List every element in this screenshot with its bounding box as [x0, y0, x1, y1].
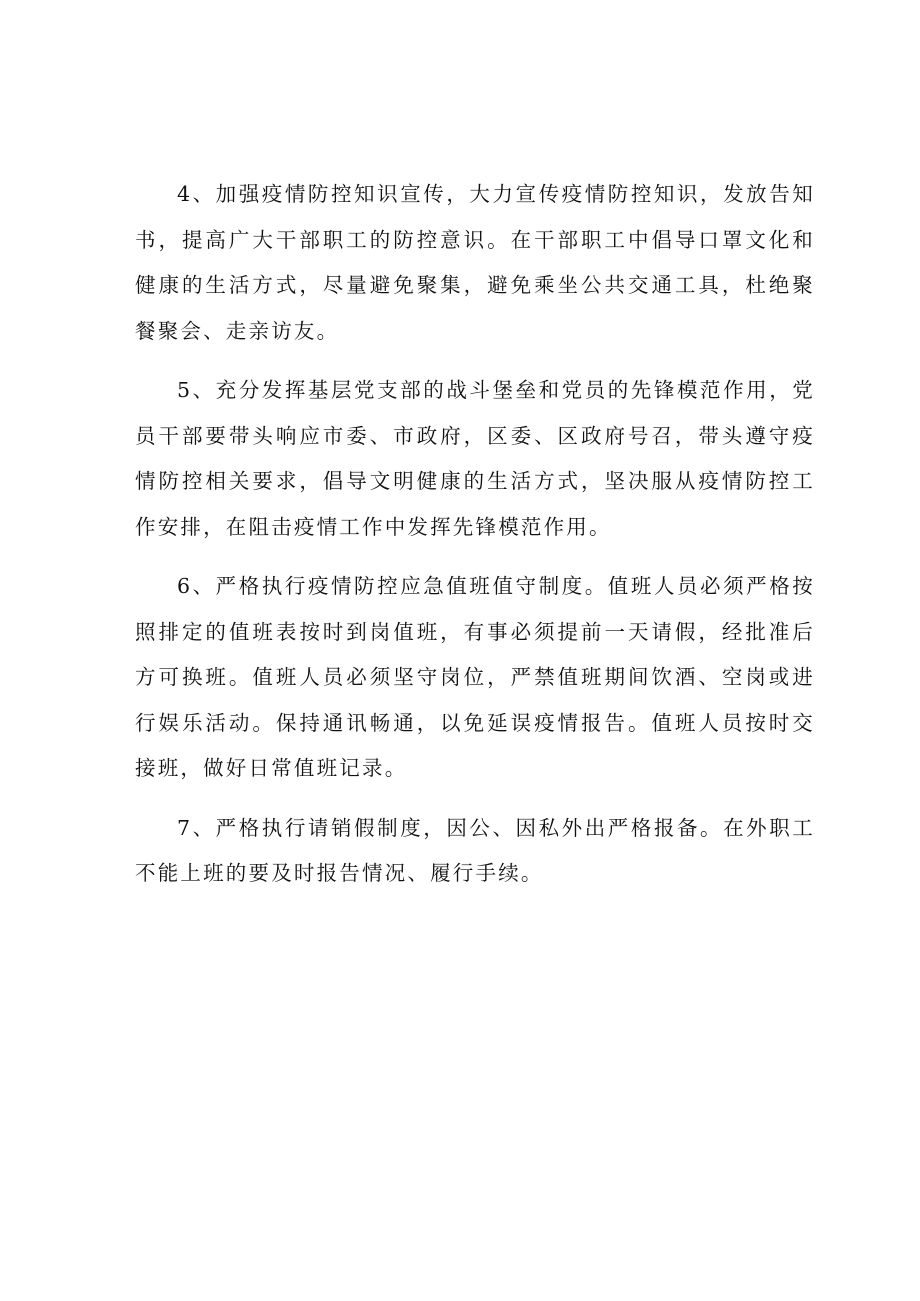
paragraph-item-4: 4、加强疫情防控知识宣传，大力宣传疫情防控知识，发放告知书，提高广大干部职工的防控意识。在干部职工中倡导口罩文化和健康的生活方式，尽量避免聚集，避免乘坐公共交通工具，杜绝聚餐聚会、走亲访友。	[135, 182, 815, 343]
paragraph-item-7: 7、严格执行请销假制度，因公、因私外出严格报备。在外职工不能上班的要及时报告情况、履行手续。	[135, 815, 815, 885]
document-body	[135, 172, 815, 911]
paragraph-item-6: 6、严格执行疫情防控应急值班值守制度。值班人员必须严格按照排定的值班表按时到岗值班，有事必须提前一天请假，经批准后方可换班。值班人员必须坚守岗位，严禁值班期间饮酒、空岗或进行娱乐活动。保持通讯畅通，以免延误疫情报告。值班人员按时交接班，做好日常值班记录。	[135, 574, 815, 780]
paragraph-item-5: 5、充分发挥基层党支部的战斗堡垒和党员的先锋模范作用，党员干部要带头响应市委、市政府，区委、区政府号召，带头遵守疫情防控相关要求，倡导文明健康的生活方式，坚决服从疫情防控工作安排，在阻击疫情工作中发挥先锋模范作用。	[135, 378, 815, 539]
